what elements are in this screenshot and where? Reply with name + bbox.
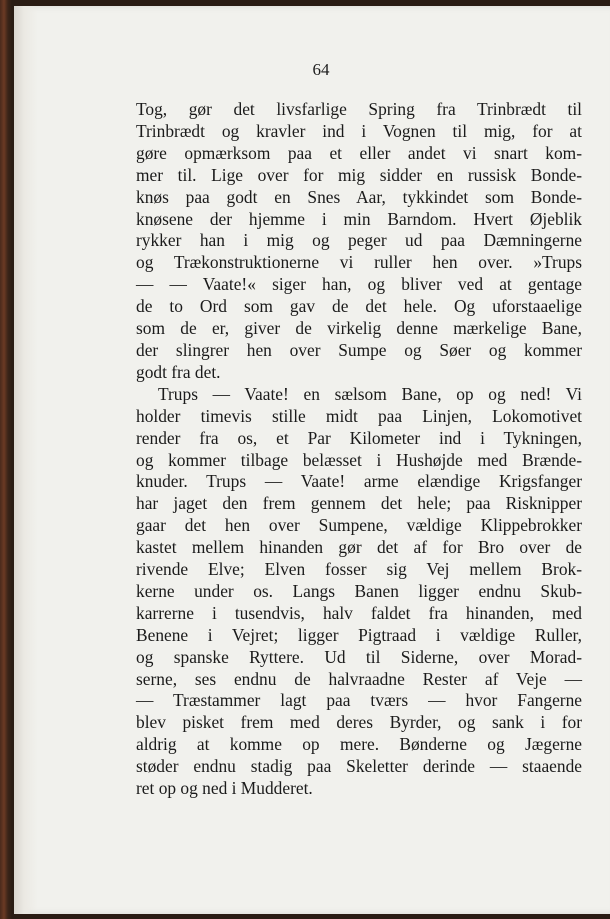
page-number: 64: [312, 60, 330, 79]
text-line: rivende Elve; Elven fosser sig Vej mellem Brok-: [136, 559, 582, 580]
text-line: knøs paa godt en Snes Aar, tykkindet som Bonde-: [136, 186, 582, 207]
text-line: og spanske Ryttere. Ud til Siderne, over Morad-: [136, 646, 582, 667]
text-line: knuder. Trups — Vaate! arme elændige Krigsfanger: [136, 471, 582, 492]
text-line: — — Vaate!« siger han, og bliver ved at gentage: [136, 274, 582, 295]
body-text: [136, 99, 582, 800]
text-line: knøsene der hjemme i min Barndom. Hvert Øjeblik: [136, 208, 582, 229]
text-line: serne, ses endnu de halvraadne Rester af Veje —: [136, 668, 582, 689]
text-line: gaar det hen over Sumpene, vældige Klippebrokker: [136, 515, 582, 536]
text-line: Trups — Vaate! en sælsom Bane, op og ned! Vi: [158, 383, 582, 404]
text-line: Tog, gør det livsfarlige Spring fra Trinbrædt til: [136, 99, 582, 119]
text-line: Benene i Vejret; ligger Pigtraad i vældige Ruller,: [136, 624, 582, 645]
text-line: godt fra det.: [136, 361, 221, 382]
page-gutter-shadow: [14, 6, 38, 914]
text-line: karrerne i tusendvis, halv faldet fra hinanden, med: [136, 602, 582, 623]
text-line: aldrig at komme op mere. Bønderne og Jægerne: [136, 734, 582, 755]
text-line: blev pisket frem med deres Byrder, og sank i for: [136, 712, 582, 733]
text-line: ret op og ned i Mudderet.: [136, 778, 313, 799]
text-line: har jaget den frem gennem det hele; paa Risknipper: [136, 493, 582, 514]
text-line: som de er, giver de virkelig denne mærkelige Bane,: [136, 318, 582, 339]
text-line: holder timevis stille midt paa Linjen, Lokomotivet: [136, 405, 582, 426]
text-line: mer til. Lige over for mig sidder en russisk Bonde-: [136, 164, 582, 185]
text-line: og kommer tilbage belæsset i Hushøjde med Brænde-: [136, 449, 582, 470]
text-line: og Trækonstruktionerne vi ruller hen over. »Trups: [136, 252, 582, 273]
text-line: kerne under os. Langs Banen ligger endnu Skub-: [136, 580, 582, 601]
text-line: der slingrer hen over Sumpe og Søer og kommer: [136, 339, 582, 360]
text-line: — Træstammer lagt paa tværs — hvor Fangerne: [136, 690, 582, 711]
text-line: Trinbrædt og kravler ind i Vognen til mig, for at: [136, 120, 582, 141]
text-line: kastet mellem hinanden gør det af for Bro over de: [136, 537, 582, 558]
book-page: [14, 6, 610, 914]
text-line: støder endnu stadig paa Skeletter derinde — staaende: [136, 756, 582, 777]
text-line: rykker han i mig og peger ud paa Dæmningerne: [136, 230, 582, 251]
text-line: render fra os, et Par Kilometer ind i Tykningen,: [136, 427, 582, 448]
text-line: gøre opmærksom paa et eller andet vi snart kom-: [136, 142, 582, 163]
text-line: de to Ord som gav de det hele. Og uforstaaelige: [136, 296, 582, 317]
